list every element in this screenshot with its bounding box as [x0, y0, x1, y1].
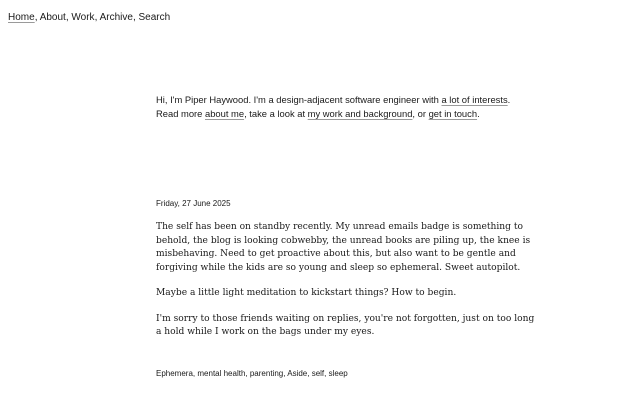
nav-about-link[interactable]: About — [39, 12, 66, 23]
intro-text: , take a look at — [244, 108, 308, 119]
intro-text: . — [477, 108, 480, 119]
nav-work-link[interactable]: Work — [71, 12, 95, 23]
intro-text: . — [507, 94, 511, 105]
nav-separator: , — [132, 12, 139, 23]
post-body — [156, 221, 535, 352]
nav-separator: , — [34, 12, 40, 23]
post-line: forgiving while the kids are so young and sleep so ephemeral. Sweet autopilot. — [156, 262, 521, 273]
post-paragraph-1 — [156, 221, 531, 275]
intro-text: , or — [412, 108, 429, 119]
nav-home-link[interactable]: Home — [8, 12, 35, 23]
nav-separator: , — [65, 12, 72, 23]
tag-separator: , — [283, 369, 288, 378]
intro-text: Read more — [156, 108, 205, 119]
tag-link-aside[interactable]: Aside — [287, 369, 308, 378]
tag-link-sleep[interactable]: sleep — [328, 369, 348, 378]
tag-separator: , — [245, 369, 250, 378]
tag-separator: , — [307, 369, 312, 378]
interests-link[interactable]: a lot of interests — [441, 94, 508, 105]
post-line: behold, the blog is looking cobwebby, the unread books are piling up, the knee is — [156, 235, 531, 246]
intro-line-1 — [156, 93, 511, 107]
nav-search-link[interactable]: Search — [138, 12, 171, 23]
post-line: Maybe a little light meditation to kickstart things? How to begin. — [156, 288, 457, 298]
post-paragraph-3 — [156, 313, 535, 340]
post-paragraph-2 — [156, 287, 496, 301]
tag-link-ephemera[interactable]: Ephemera — [156, 369, 193, 378]
post-line: misbehaving. Need to get proactive about this, but also want to be gentle and — [156, 249, 516, 259]
post-line: I'm sorry to those friends waiting on replies, you're not forgotten, just on too long — [156, 313, 535, 324]
post-date: Friday, 27 June 2025 — [156, 199, 231, 208]
tag-separator: , — [324, 369, 329, 378]
intro-line-2 — [156, 107, 486, 121]
tag-link-self[interactable]: self — [311, 369, 325, 378]
intro — [156, 93, 511, 121]
tag-link-parenting[interactable]: parenting — [249, 369, 284, 378]
site-nav — [8, 11, 170, 25]
tag-separator: , — [192, 369, 198, 378]
post-line: a hold while I work on the bags under my eyes. — [156, 327, 375, 337]
nav-archive-link[interactable]: Archive — [99, 12, 133, 23]
get-in-touch-link[interactable]: get in touch — [428, 108, 478, 119]
work-background-link[interactable]: my work and background — [307, 108, 413, 119]
post-tags — [156, 368, 348, 380]
nav-separator: , — [94, 12, 100, 23]
intro-text: Hi, I'm Piper Haywood. I'm a design-adjacent software engineer with — [156, 94, 442, 105]
post-line: The self has been on standby recently. My unread emails badge is something to — [156, 222, 524, 232]
about-me-link[interactable]: about me — [204, 108, 245, 119]
tag-link-mental-health[interactable]: mental health — [197, 369, 246, 378]
